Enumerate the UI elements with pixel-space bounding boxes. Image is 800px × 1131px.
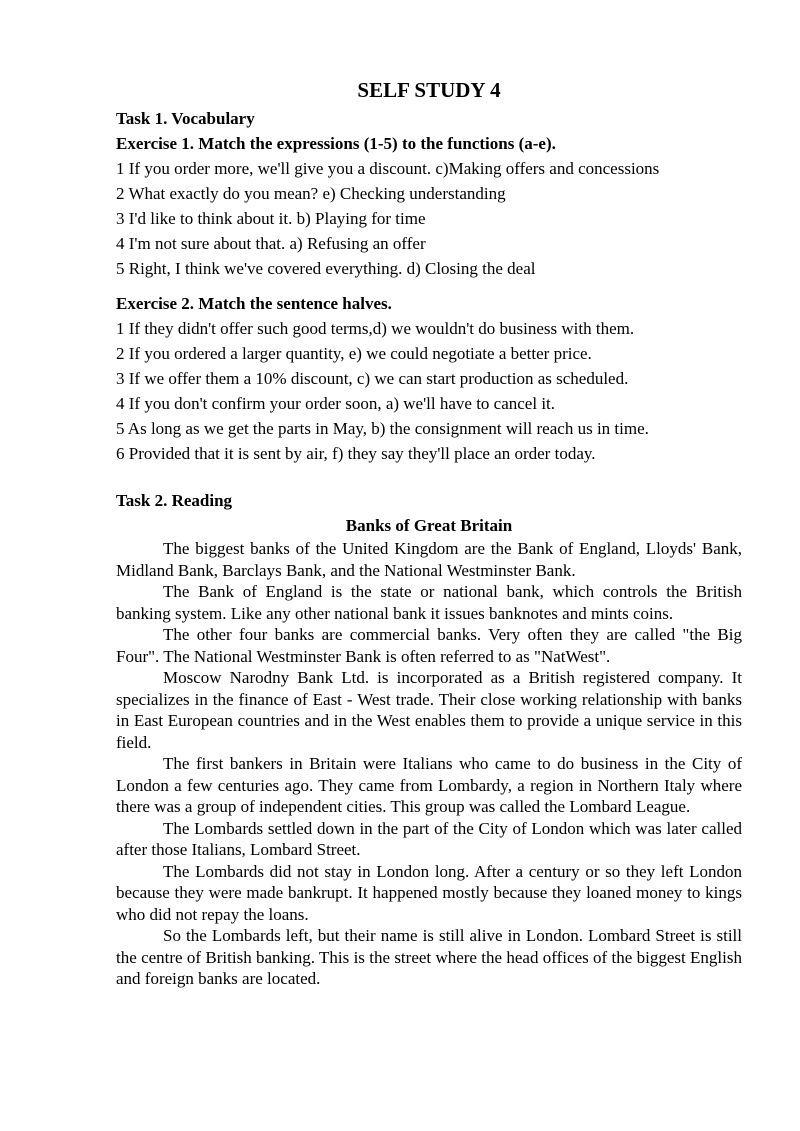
reading-title: Banks of Great Britain [345,516,513,535]
exercise1-item: 4 I'm not sure about that. a) Refusing an offer [116,234,426,253]
exercise1-item: 3 I'd like to think about it. b) Playing for time [116,209,426,228]
exercise1-item: 5 Right, I think we've covered everything. d) Closing the deal [116,259,536,278]
task2-heading: Task 2. Reading [116,491,233,510]
spacer [116,281,742,291]
spacer [116,466,742,488]
reading-paragraph: Moscow Narodny Bank Ltd. is incorporated as a British registered company. It specializes in the finance of East - West trade. Their close working relationship with banks in East European countries and in the West enables them to provide a unique service in this field. [116,668,742,752]
exercise2-item: 2 If you ordered a larger quantity, e) we could negotiate a better price. [116,344,592,363]
exercise1-item: 1 If you order more, we'll give you a discount. c)Making offers and concessions [116,159,660,178]
page-title: SELF STUDY 4 [357,78,501,102]
reading-paragraph: The first bankers in Britain were Italians who came to do business in the City of London a few centuries ago. They came from Lombardy, a region in Northern Italy where there was a group of independent cities. This group was called the Lombard League. [116,754,742,816]
reading-paragraph: The Bank of England is the state or national bank, which controls the British banking system. Like any other national bank it issues banknotes and mints coins. [116,582,742,623]
reading-paragraph: The biggest banks of the United Kingdom are the Bank of England, Lloyds' Bank, Midland Bank, Barclays Bank, and the National Westminster Bank. [116,539,742,580]
reading-paragraph: The other four banks are commercial banks. Very often they are called "the Big Four". The National Westminster Bank is often referred to as "NatWest". [116,625,742,666]
exercise2-item: 4 If you don't confirm your order soon, a) we'll have to cancel it. [116,394,556,413]
reading-paragraph: The Lombards did not stay in London long. After a century or so they left London because they were made bankrupt. It happened mostly because they loaned money to kings who did not repay the loans. [116,861,742,924]
exercise2-heading: Exercise 2. Match the sentence halves. [116,294,392,313]
exercise1-item: 2 What exactly do you mean? e) Checking understanding [116,184,506,203]
exercise1-heading: Exercise 1. Match the expressions (1-5) to the functions (a-e). [116,134,556,153]
task1-heading: Task 1. Vocabulary [116,109,255,128]
reading-paragraph: So the Lombards left, but their name is still alive in London. Lombard Street is still the centre of British banking. This is the street where the head offices of the biggest English and foreign banks are located. [116,926,742,988]
exercise2-item: 5 As long as we get the parts in May, b) the consignment will reach us in time. [116,419,649,438]
exercise2-item: 1 If they didn't offer such good terms,d) we wouldn't do business with them. [116,319,635,338]
reading-paragraph: The Lombards settled down in the part of the City of London which was later called after those Italians, Lombard Street. [116,818,742,859]
document-page [116,76,742,990]
exercise2-item: 6 Provided that it is sent by air, f) they say they'll place an order today. [116,444,596,463]
exercise2-item: 3 If we offer them a 10% discount, c) we can start production as scheduled. [116,369,629,388]
